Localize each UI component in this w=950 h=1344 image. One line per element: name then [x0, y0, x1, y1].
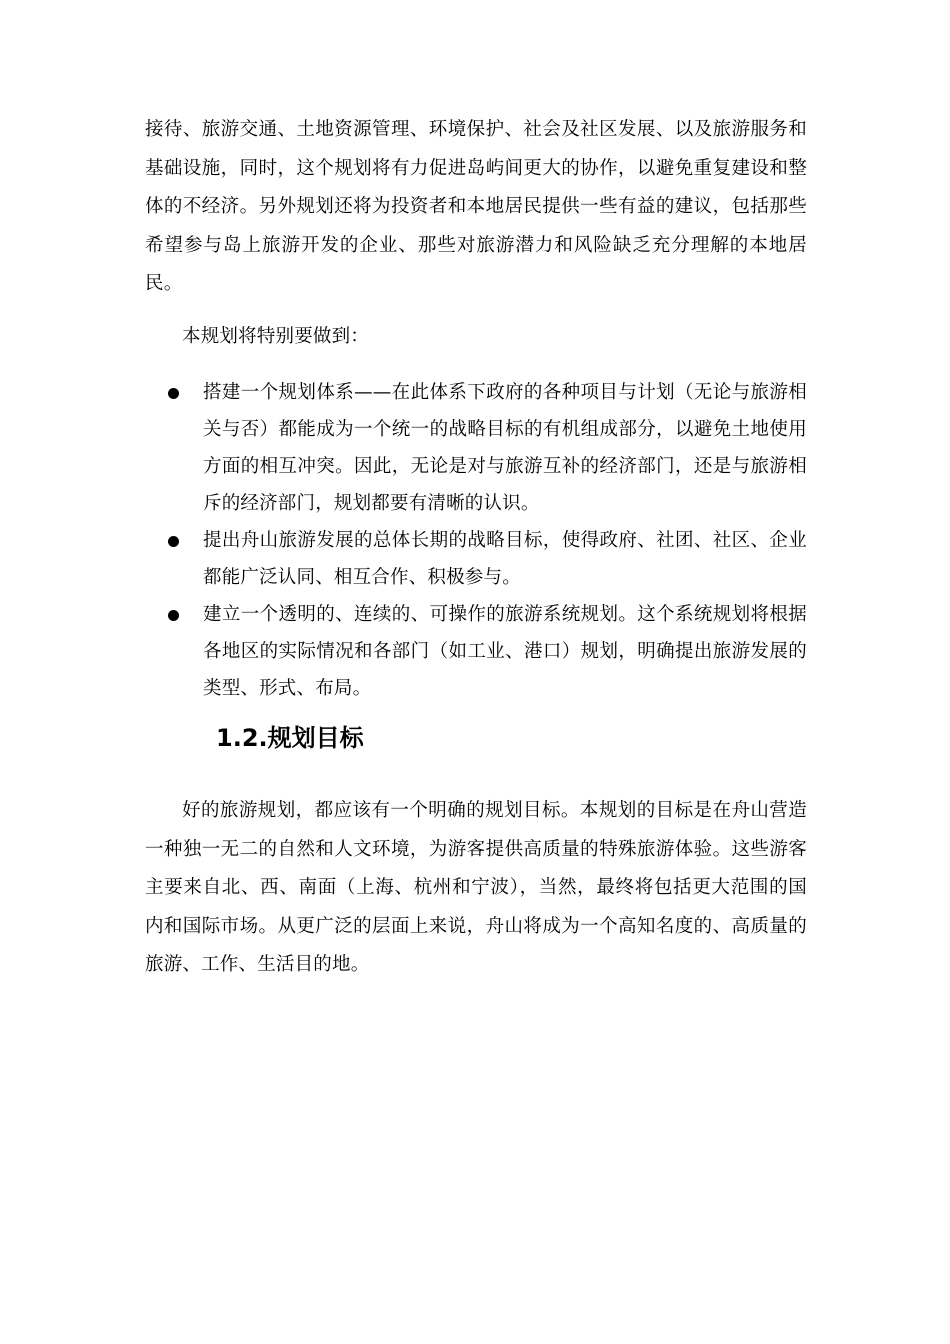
bullet-icon: [168, 610, 179, 621]
continuation-paragraph: 接待、旅游交通、土地资源管理、环境保护、社会及社区发展、以及旅游服务和基础设施，同时，这个规划将有力促进岛屿间更大的协作，以避免重复建设和整体的不经济。另外规划还将为投资者和本地居民提供一些有益的建议，包括那些希望参与岛上旅游开发的企业、那些对旅游潜力和风险缺乏充分理解的本地居民。: [145, 119, 807, 294]
list-item: [145, 522, 807, 596]
goals-list: [145, 374, 807, 707]
list-item-text: 提出舟山旅游发展的总体长期的战略目标，使得政府、社团、社区、企业都能广泛认同、相互合作、积极参与。: [203, 530, 807, 588]
intro-line: 本规划将特别要做到：: [182, 326, 370, 347]
list-item: [145, 374, 807, 522]
section-heading: 1.2.规划目标: [216, 724, 364, 752]
section-paragraph: 好的旅游规划，都应该有一个明确的规划目标。本规划的目标是在舟山营造一种独一无二的自然和人文环境，为游客提供高质量的特殊旅游体验。这些游客主要来自北、西、南面（上海、杭州和宁波），当然，最终将包括更大范围的国内和国际市场。从更广泛的层面上来说，舟山将成为一个高知名度的、高质量的旅游、工作、生活目的地。: [145, 800, 807, 975]
list-item: [145, 596, 807, 707]
bullet-icon: [168, 388, 179, 399]
list-item-text: 搭建一个规划体系——在此体系下政府的各种项目与计划（无论与旅游相关与否）都能成为一个统一的战略目标的有机组成部分，以避免土地使用方面的相互冲突。因此，无论是对与旅游互补的经济部门，还是与旅游相斥的经济部门，规划都要有清晰的认识。: [203, 382, 807, 514]
list-item-text: 建立一个透明的、连续的、可操作的旅游系统规划。这个系统规划将根据各地区的实际情况和各部门（如工业、港口）规划，明确提出旅游发展的类型、形式、布局。: [203, 604, 807, 699]
bullet-icon: [168, 536, 179, 547]
